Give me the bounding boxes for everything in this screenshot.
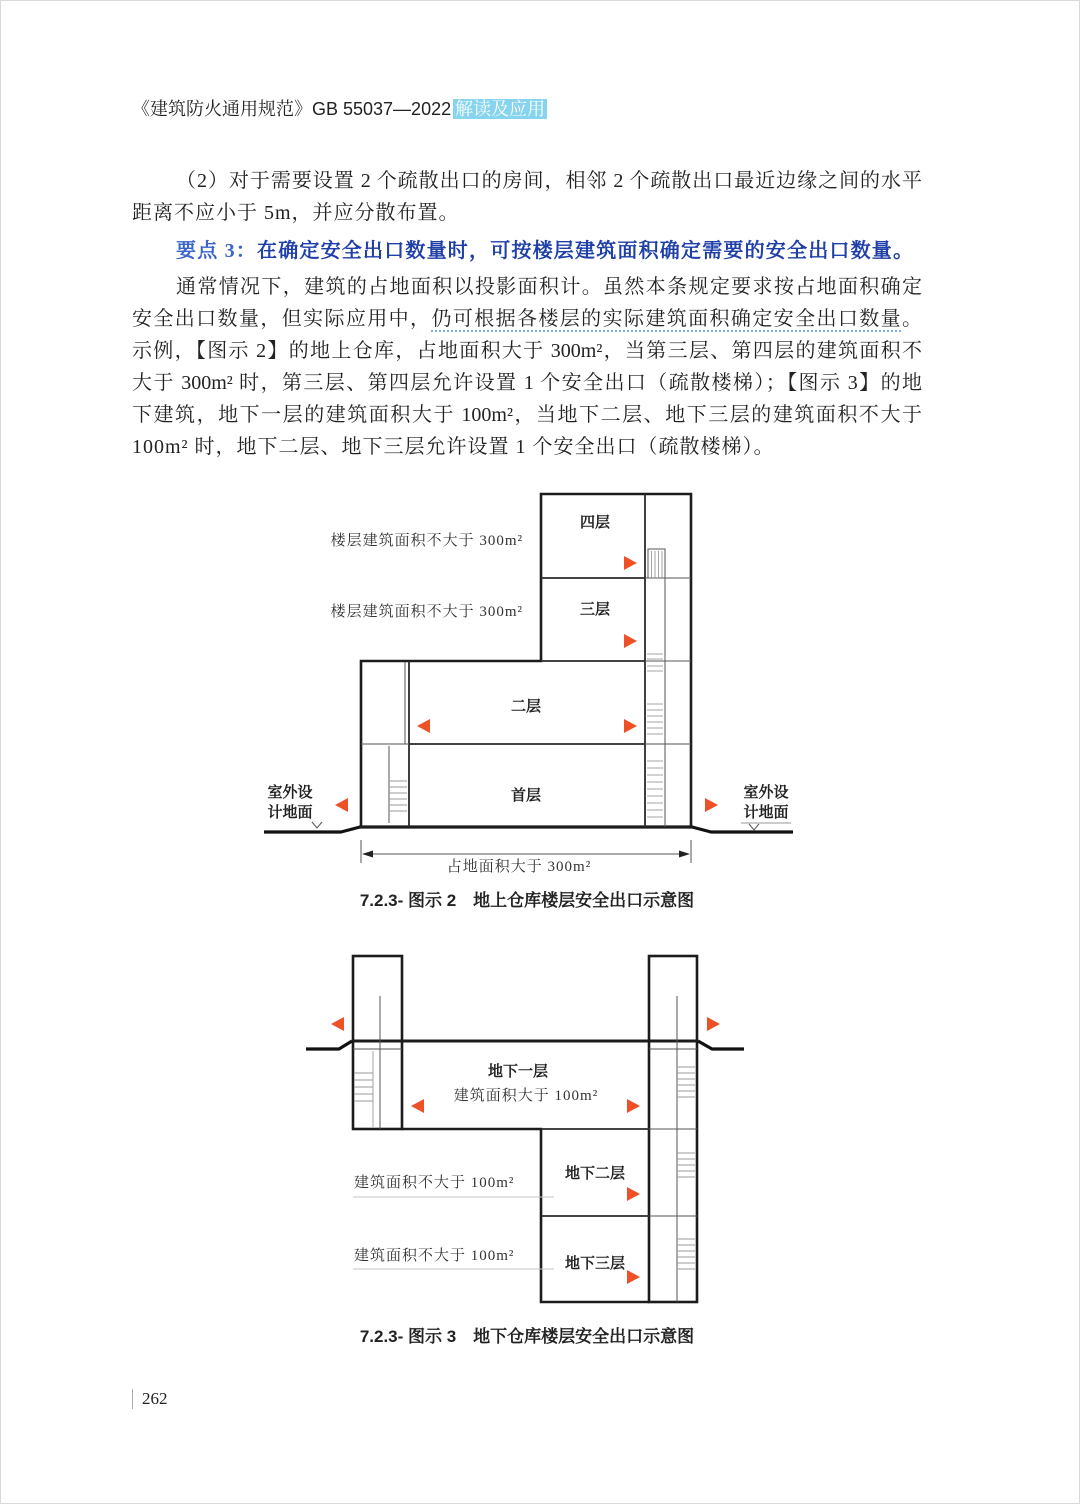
explanation-line-3: 示例，【图示 2】的地上仓库，占地面积大于 300m²，当第三层、第四层的建筑面积不 [132,340,922,362]
floor-3-area-note: 楼层建筑面积不大于 300m² [330,604,523,620]
floor-1-label: 首层 [510,786,542,804]
running-header [132,97,547,121]
book-subtitle-highlight: 解读及应用 [455,99,546,119]
basement-1-area-note: 建筑面积大于 100m² [453,1088,599,1104]
exit-arrow-b1-right [627,1099,640,1113]
elevation-mark-right [749,824,759,830]
floor-4-label: 四层 [579,513,611,531]
explanation-line-2-lead: 安全出口数量，但实际应用中， [132,308,432,330]
item-2-line-2: 距离不应小于 5m，并应分散布置。 [132,202,460,224]
key-point-text: 在确定安全出口数量时，可按楼层建筑面积确定需要的安全出口数量。 [257,240,915,262]
exit-arrow-floor4-right [624,556,637,570]
exit-arrow-floor3-right [624,634,637,648]
basement-1-label: 地下一层 [487,1062,549,1080]
exit-arrow-b2-right [627,1187,640,1201]
explanation-line-2-tail: 。 [902,308,923,330]
exit-arrow-ground-left [335,798,348,812]
exit-arrow-floor2-left [417,719,430,733]
ground-label-right-line-2: 计地面 [743,803,789,821]
page-number: 262 [142,1389,168,1408]
ground-label-left-line-1: 室外设 [267,783,313,801]
exit-arrow-ground-left [331,1017,344,1031]
ground-label-right-line-1: 室外设 [743,783,789,801]
ground-label-left-line-2: 计地面 [267,803,313,821]
explanation-line-6: 100m² 时，地下二层、地下三层允许设置 1 个安全出口（疏散楼梯）。 [132,436,775,458]
key-point-heading [176,236,914,266]
ground-line-left [306,1041,352,1049]
item-2-line-1: （2）对于需要设置 2 个疏散出口的房间，相邻 2 个疏散出口最近边缘之间的水平 [176,170,922,192]
figure-2-caption: 7.2.3- 图示 2 地上仓库楼层安全出口示意图 [359,891,695,910]
exit-arrow-b1-left [411,1099,424,1113]
figure-3-diagram [296,946,756,1311]
explanation-line-1: 通常情况下，建筑的占地面积以投影面积计。虽然本条规定要求按占地面积确定 [176,276,922,298]
exit-arrow-b3-right [627,1270,640,1284]
ground-line-right [692,827,793,832]
footprint-label: 占地面积大于 300m² [446,859,592,875]
right-staircase-detail [647,549,665,827]
exit-arrow-ground-right [705,798,718,812]
dimension-arrowhead-left [362,851,373,858]
book-title: 《建筑防火通用规范》GB 55037—2022 [132,99,452,119]
dotted-underlined-phrase: 仍可根据各楼层的实际建筑面积确定安全出口数量 [431,308,903,330]
explanation-line-4: 大于 300m² 时，第三层、第四层允许设置 1 个安全出口（疏散楼梯）；【图示 3】的地 [132,372,922,394]
basement-2-label: 地下二层 [564,1164,626,1182]
page-number-rule [132,1389,133,1409]
floor-2-label: 二层 [510,697,542,715]
ground-line-right [698,1041,744,1049]
key-point-label: 要点 3： [176,240,257,262]
explanation-line-2 [132,304,922,334]
dimension-arrowhead-right [679,851,690,858]
exit-arrow-ground-right [707,1017,720,1031]
explanation-line-5: 下建筑，地下一层的建筑面积大于 100m²，当地下二层、地下三层的建筑面积不大于 [132,404,922,426]
figure-3-caption: 7.2.3- 图示 3 地下仓库楼层安全出口示意图 [359,1327,695,1346]
basement-3-label: 地下三层 [564,1254,626,1272]
floor-3-label: 三层 [579,600,611,618]
exit-arrow-floor2-right [624,719,637,733]
ground-line-left [264,827,360,832]
basement-3-area-note: 建筑面积不大于 100m² [354,1248,515,1264]
left-staircase-detail [389,746,407,823]
left-staircase-detail [354,996,380,1129]
basement-2-area-note: 建筑面积不大于 100m² [354,1175,515,1191]
figure-2-diagram [256,486,801,881]
elevation-mark-left [312,822,322,828]
floor-4-area-note: 楼层建筑面积不大于 300m² [330,533,523,549]
